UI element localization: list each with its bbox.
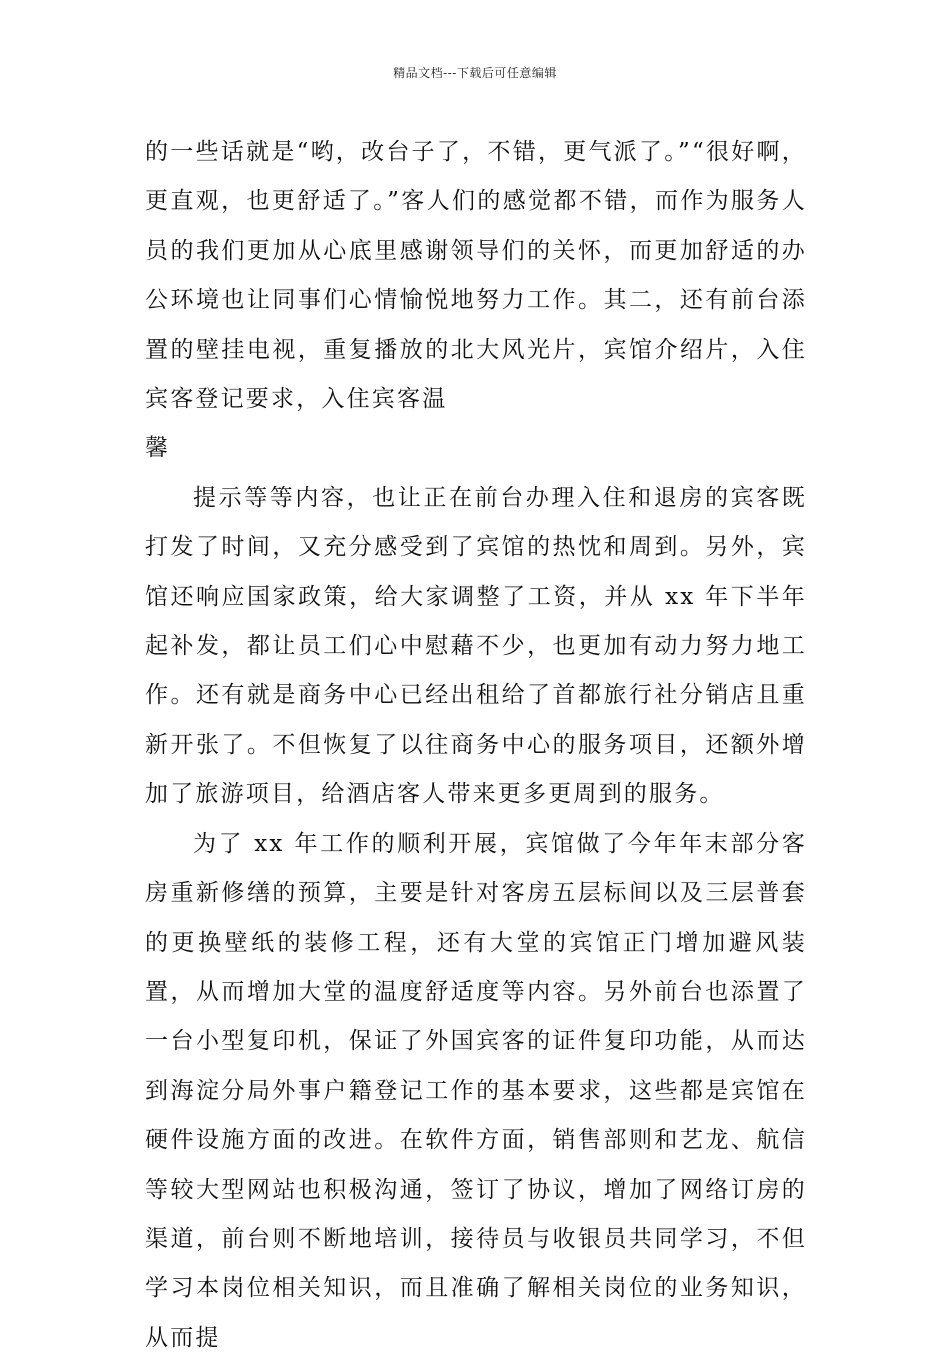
paragraph-2: 提示等等内容，也让正在前台办理入住和退房的宾客既打发了时间，又充分感受到了宾馆的热忱和周到。另外，宾馆还响应国家政策，给大家调整了工资，并从 xx 年下半年起补发，都让员工们心中慰藉不少，也更加有动力努力地工作。还有就是商务中心已经出租给了首都旅行社分销店且重新开张了。不但恢复了以往商务中心的服务项目，还额外增加了旅游项目，给酒店客人带来更多更周到的服务。 <box>145 484 807 808</box>
paragraph-1: 的一些话就是“哟，改台子了，不错，更气派了。”“很好啊，更直观，也更舒适了。”客人们的感觉都不错，而作为服务人员的我们更加从心底里感谢领导们的关怀，而更加舒适的办公环境也让同事们心情愉悦地努力工作。其二，还有前台添置的壁挂电视，重复播放的北大风光片，宾馆介绍片，入住宾客登记要求，入住宾客温 <box>145 139 807 413</box>
page-header: 精品文档---下载后可任意编辑 <box>393 66 557 80</box>
document-body <box>145 128 807 1363</box>
paragraph-1-tail: 馨 <box>145 435 171 462</box>
paragraph-3: 为了 xx 年工作的顺利开展，宾馆做了今年年末部分客房重新修缮的预算，主要是针对客房五层标间以及三层普套的更换壁纸的装修工程，还有大堂的宾馆正门增加避风装置，从而增加大堂的温度舒适度等内容。另外前台也添置了一台小型复印机，保证了外国宾客的证件复印功能，从而达到海淀分局外事户籍登记工作的基本要求，这些都是宾馆在硬件设施方面的改进。在软件方面，销售部则和艺龙、航信等较大型网站也积极沟通，签订了协议，增加了网络订房的渠道，前台则不断地培训，接待员与收银员共同学习，不但学习本岗位相关知识，而且准确了解相关岗位的业务知识，从而提 <box>145 830 807 1351</box>
